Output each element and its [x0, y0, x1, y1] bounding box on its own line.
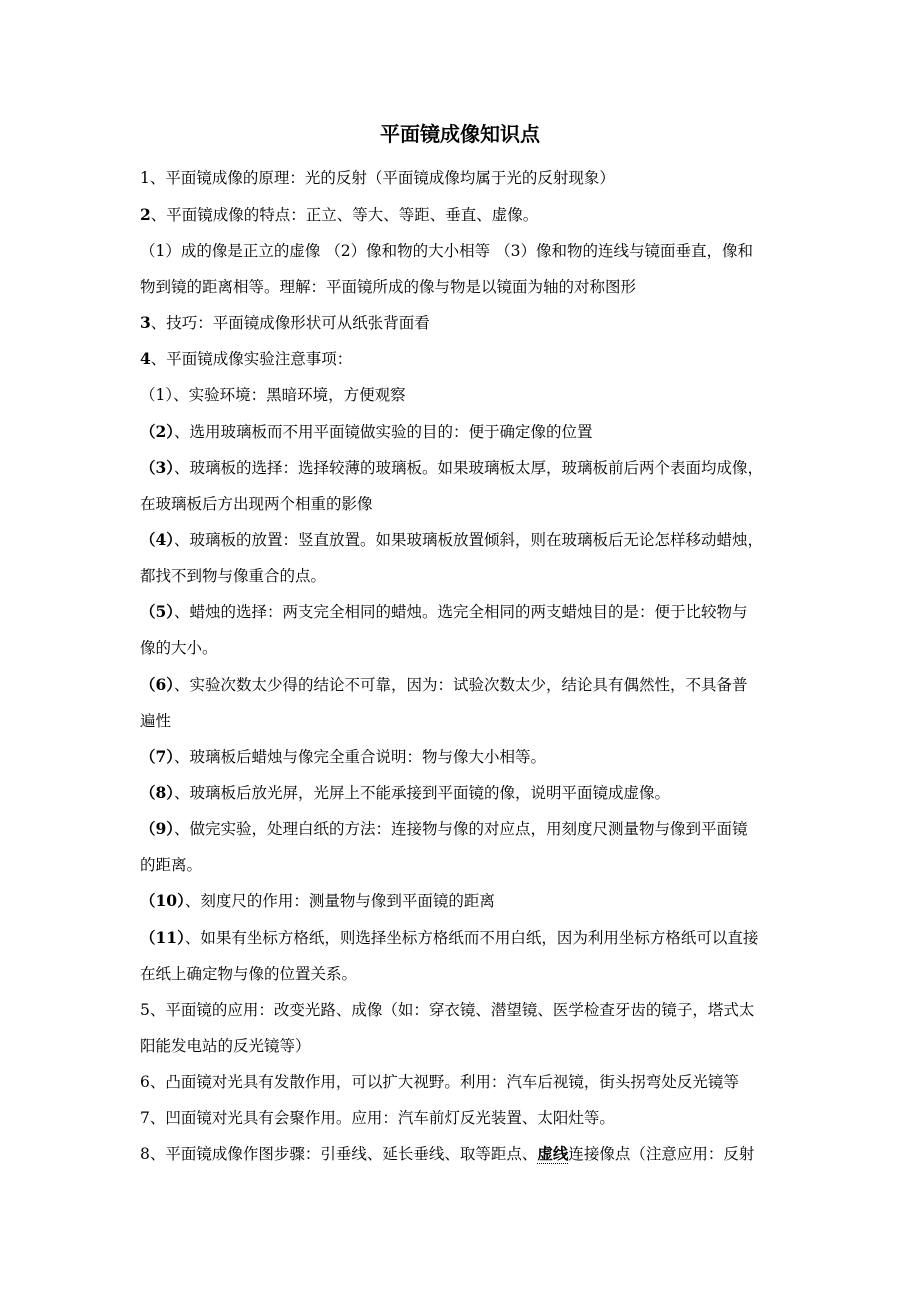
text-line [140, 674, 800, 696]
text-line: 在纸上确定物与像的位置关系。 [140, 965, 358, 983]
text-line: 物到镜的距离相等。理解：平面镜所成的像与物是以镜面为轴的对称图形 [140, 278, 637, 296]
line-text: 、技巧：平面镜成像形状可从纸张背面看 [150, 314, 430, 332]
line-text: 、刻度尺的作用：测量物与像到平面镜的距离 [184, 892, 495, 910]
line-text: 、实验次数太少得的结论不可靠，因为：试验次数太少，结论具有偶然性，不具备普 [174, 676, 748, 694]
item-number: （4） [140, 530, 175, 549]
text-line: 1、平面镜成像的原理：光的反射（平面镜成像均属于光的反射现象） [140, 169, 615, 187]
line-text: 、玻璃板后蜡烛与像完全重合说明：物与像大小相等。 [174, 748, 547, 766]
text-line [140, 890, 800, 912]
line-text: 、玻璃板的放置：竖直放置。如果玻璃板放置倾斜，则在玻璃板后无论怎样移动蜡烛， [174, 531, 764, 549]
item-number: （2） [140, 422, 175, 441]
text-line [140, 1143, 800, 1165]
underlined-term: 虚线 [537, 1144, 569, 1163]
line-text: 、玻璃板的选择：选择较薄的玻璃板。如果玻璃板太厚，玻璃板前后两个表面均成像， [174, 459, 764, 477]
item-number: 3 [140, 313, 151, 332]
text-line [140, 601, 800, 623]
item-number: 4 [140, 349, 151, 368]
text-line [140, 529, 800, 551]
text-line: 6、凸面镜对光具有发散作用，可以扩大视野。利用：汽车后视镜，街头拐弯处反光镜等 [140, 1073, 739, 1091]
text-line: （1）成的像是正立的虚像 （2）像和物的大小相等 （3）像和物的连线与镜面垂直，像和 [140, 242, 753, 260]
text-line [140, 782, 800, 804]
item-number: （7） [140, 747, 175, 766]
item-number: （8） [140, 783, 175, 802]
text-line: 的距离。 [140, 856, 203, 874]
line-text: 、选用玻璃板而不用平面镜做实验的目的：便于确定像的位置 [174, 423, 593, 441]
line-text: 连接像点（注意应用：反射 [568, 1145, 755, 1163]
text-line: 7、凹面镜对光具有会聚作用。应用：汽车前灯反光装置、太阳灶等。 [140, 1109, 615, 1127]
line-text: 、蜡烛的选择：两支完全相同的蜡烛。选完全相同的两支蜡烛目的是：便于比较物与 [174, 603, 748, 621]
text-line: （1）、实验环境：黑暗环境，方便观察 [140, 386, 406, 404]
text-line: 阳能发电站的反光镜等） [140, 1037, 311, 1055]
line-text: 8、平面镜成像作图步骤：引垂线、延长垂线、取等距点、 [140, 1145, 538, 1163]
line-text: 、玻璃板后放光屏，光屏上不能承接到平面镜的像，说明平面镜成虚像。 [174, 784, 671, 802]
line-text: 、平面镜成像的特点：正立、等大、等距、垂直、虚像。 [150, 206, 539, 224]
text-line: 在玻璃板后方出现两个相重的影像 [140, 495, 373, 513]
line-text: 、做完实验，处理白纸的方法：连接物与像的对应点，用刻度尺测量物与像到平面镜 [174, 820, 748, 838]
item-number: （3） [140, 458, 175, 477]
text-line [140, 746, 800, 768]
text-line [140, 348, 800, 370]
text-line [140, 204, 800, 226]
text-line: 都找不到物与像重合的点。 [140, 567, 327, 585]
document-title: 平面镜成像知识点 [380, 122, 540, 146]
text-line [140, 457, 800, 479]
text-line [140, 421, 800, 443]
text-line: 遍性 [140, 712, 172, 730]
text-line: 5、平面镜的应用：改变光路、成像（如：穿衣镜、潜望镜、医学检查牙齿的镜子，塔式太 [140, 1001, 755, 1019]
item-number: 2 [140, 205, 151, 224]
line-text: 、如果有坐标方格纸，则选择坐标方格纸而不用白纸，因为利用坐标方格纸可以直接 [184, 929, 759, 947]
text-line [140, 927, 800, 949]
text-line [140, 818, 800, 840]
item-number: （9） [140, 819, 175, 838]
item-number: （6） [140, 675, 175, 694]
item-number: （5） [140, 602, 175, 621]
item-number: （11） [140, 928, 185, 947]
line-text: 、平面镜成像实验注意事项： [150, 350, 353, 368]
item-number: （10） [140, 891, 185, 910]
text-line: 像的大小。 [140, 639, 218, 657]
text-line [140, 312, 800, 334]
